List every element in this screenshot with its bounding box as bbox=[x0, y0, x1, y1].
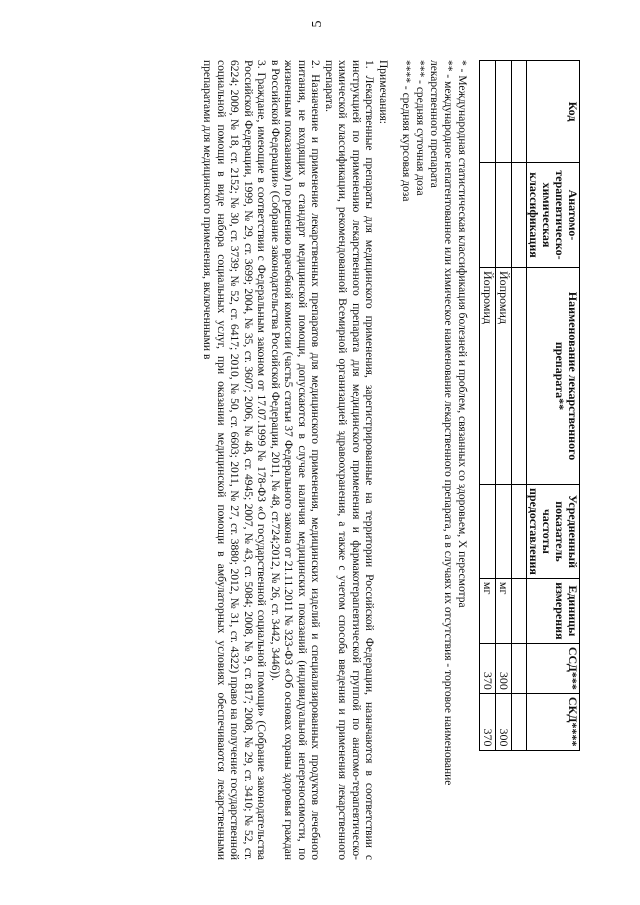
cell-skd: 370 bbox=[480, 693, 496, 750]
cell-atc bbox=[480, 163, 496, 268]
footnote-drug-name: ** - международное непатентованное или химическое наименование лекарственного препарата, а в случаях их отсутствия - торговое наименование лекарственного препарата bbox=[428, 60, 454, 786]
footnote-ssd: *** - средняя суточная доза bbox=[414, 60, 426, 196]
page-number: 5 bbox=[310, 20, 325, 28]
header-code: Код bbox=[527, 61, 580, 163]
header-ssd: ССД*** bbox=[527, 643, 580, 693]
notes-heading: Примечания: bbox=[377, 60, 389, 124]
notes-section bbox=[200, 60, 389, 860]
cell-frequency bbox=[480, 485, 496, 579]
footnotes bbox=[399, 60, 469, 860]
table-header-row bbox=[527, 61, 580, 751]
cell-drug-name: Йопромид bbox=[480, 268, 496, 485]
cell-code bbox=[480, 61, 496, 163]
cell-units: мг bbox=[496, 578, 512, 643]
header-skd: СКД**** bbox=[527, 693, 580, 750]
cell-drug-name: Йопромид bbox=[496, 268, 512, 485]
cell-skd: 300 bbox=[496, 693, 512, 750]
cell-atc bbox=[496, 163, 512, 268]
footnote-icd: * - Международная статистическая классификация болезней и проблем, связанных со здоровьем, X пересмотра bbox=[456, 60, 468, 608]
cell-units: мг bbox=[480, 578, 496, 643]
drug-table bbox=[479, 60, 580, 751]
note-item: 3. Граждане, имеющие в соответствии с Федеральным законом от 17.07.1999 № 178-ФЗ «О государственной социальной помощи» (Собрание законодательства Российской Федерации, 1999, № 29, ст. 3699; 2004, № 35, ст. 3607; 2006, № 48, ст. 4945; 2007, № 43, ст. 5084; 2008, № 9, ст. 817; 2008, № 29, ст. 3410; № 52, ст. 6224; 2009, № 18, ст. 2152; № 30, ст. 3739; № 52, ст. 6417; 2010, № 50, ст. 6603; 2011, № 27, ст. 3880; 2012, № 31, ст. 4322) право на получение государственной социальной помощи в виде набора социальных услуг, при оказании медицинской помощи в амбулаторных условиях обеспечиваются лекарственными препаратами для медицинского применения, включенными в bbox=[201, 60, 268, 860]
header-drug-name: Наименование лекарственного препарата** bbox=[527, 268, 580, 485]
header-frequency: Усредненный показатель частоты предоставления bbox=[527, 485, 580, 579]
table-row bbox=[480, 61, 496, 751]
cell-code bbox=[496, 61, 512, 163]
note-item: 1. Лекарственные препараты для медицинского применения, зарегистрированные на территории Российской Федерации, назначаются в соответствии с инструкцией по применению лекарственного препарата для медицинского применения и фармакотерапевтической группой по анатомо-терапевтическо-химической классификации, рекомендованной Всемирной организацией здравоохранения, а также с учетом способа введения и применения лекарственного препарата. bbox=[323, 60, 376, 860]
header-atc: Анатомо-терапевтическо-химическая классификация bbox=[527, 163, 580, 268]
footnote-skd: **** - средняя курсовая доза bbox=[400, 60, 412, 202]
table-row bbox=[496, 61, 512, 751]
cell-frequency bbox=[496, 485, 512, 579]
cell-ssd: 370 bbox=[480, 643, 496, 693]
header-units: Единицы измерения bbox=[527, 578, 580, 643]
cell-ssd: 300 bbox=[496, 643, 512, 693]
note-item: 2. Назначение и применение лекарственных препаратов для медицинского применения, медицинских изделий и специализированных продуктов лечебного питания, не входящих в стандарт медицинской помощи, допускаются в случае наличия медицинских показаний (индивидуальной непереносимости, по жизненным показаниям) по решению врачебной комиссии (часть5 статьи 37 Федерального закона от 21.11.2011 № 323-ФЗ «Об основах охраны здоровья граждан в Российской Федерации» (Собрание законодательства Российской Федерации, 2011, № 48, ст.724;2012, № 26, ст. 3442, 3446)). bbox=[269, 60, 322, 860]
document-body bbox=[200, 60, 580, 860]
table-row bbox=[512, 61, 527, 751]
